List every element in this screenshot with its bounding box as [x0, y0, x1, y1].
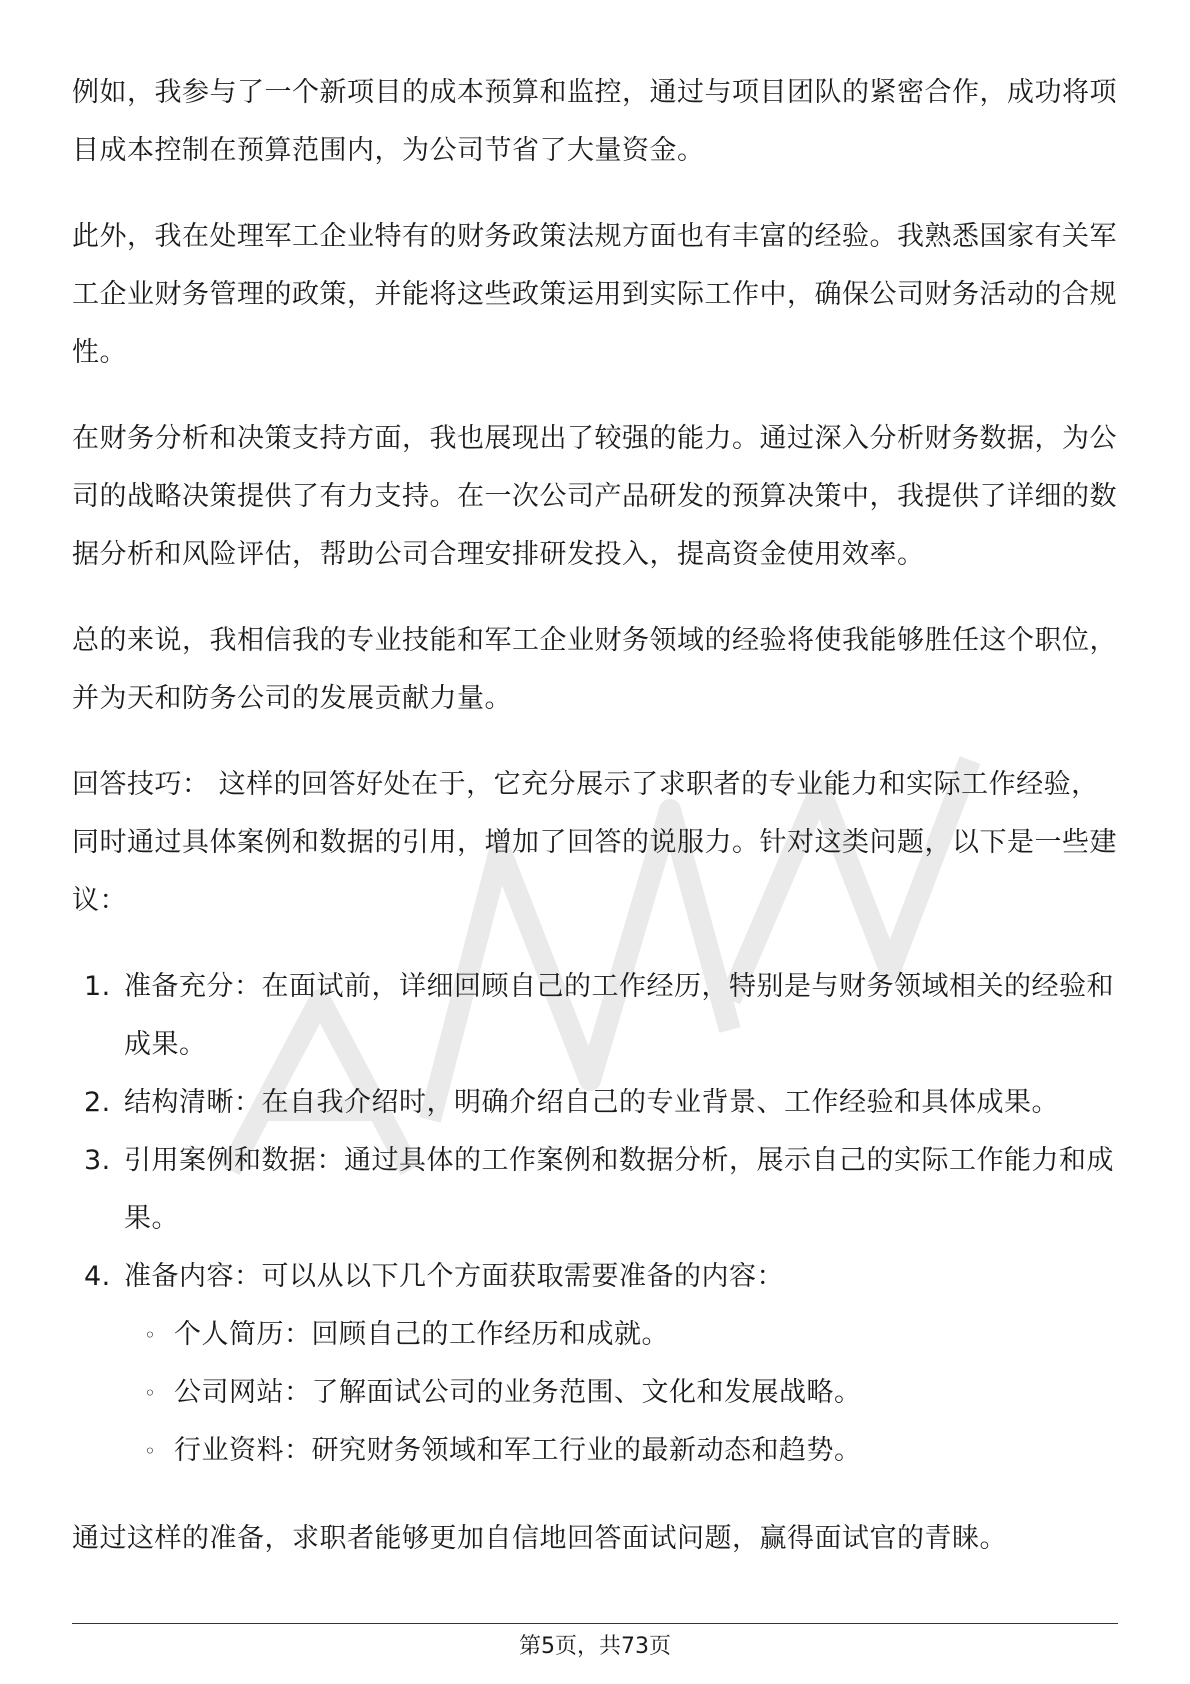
list-item-text: 结构清晰：在自我介绍时，明确介绍自己的专业背景、工作经验和具体成果。 — [124, 1087, 1059, 1118]
hollow-bullet-icon: ◦ — [144, 1323, 157, 1347]
sub-list-item-text: 行业资料：研究财务领域和军工行业的最新动态和趋势。 — [174, 1435, 862, 1466]
list-item — [72, 1074, 1118, 1132]
list-item — [72, 1248, 1118, 1480]
paragraph-closing: 通过这样的准备，求职者能够更加自信地回答面试问题，赢得面试官的青睐。 — [72, 1523, 1007, 1554]
tips-list — [72, 958, 1118, 1480]
paragraph-summary: 总的来说，我相信我的专业技能和军工企业财务领域的经验将使我能够胜任这个职位，并为天和防务公司的发展贡献力量。 — [72, 625, 1117, 714]
list-item — [72, 1132, 1118, 1248]
paragraph-example: 例如，我参与了一个新项目的成本预算和监控，通过与项目团队的紧密合作，成功将项目成本控制在预算范围内，为公司节省了大量资金。 — [72, 77, 1117, 166]
sub-list-item-text: 公司网站：了解面试公司的业务范围、文化和发展战略。 — [174, 1377, 862, 1408]
list-number: 2. — [84, 1087, 111, 1118]
paragraph-analysis: 在财务分析和决策支持方面，我也展现出了较强的能力。通过深入分析财务数据，为公司的战略决策提供了有力支持。在一次公司产品研发的预算决策中，我提供了详细的数据分析和风险评估，帮助公司合理安排研发投入，提高资金使用效率。 — [72, 423, 1117, 570]
sub-list-item — [124, 1364, 1118, 1422]
paragraph-policy: 此外，我在处理军工企业特有的财务政策法规方面也有丰富的经验。我熟悉国家有关军工企业财务管理的政策，并能将这些政策运用到实际工作中，确保公司财务活动的合规性。 — [72, 221, 1117, 368]
footer-divider — [72, 1623, 1118, 1624]
hollow-bullet-icon: ◦ — [144, 1381, 157, 1405]
sub-list-item — [124, 1306, 1118, 1364]
document-body — [72, 64, 1118, 1596]
hollow-bullet-icon: ◦ — [144, 1439, 157, 1463]
list-item-text: 准备内容：可以从以下几个方面获取需要准备的内容： — [124, 1261, 784, 1292]
sub-list — [124, 1306, 1118, 1480]
list-number: 4. — [84, 1261, 111, 1292]
list-item-text: 引用案例和数据：通过具体的工作案例和数据分析，展示自己的实际工作能力和成果。 — [124, 1145, 1114, 1234]
list-item-text: 准备充分：在面试前，详细回顾自己的工作经历，特别是与财务领域相关的经验和成果。 — [124, 971, 1114, 1060]
list-number: 1. — [84, 971, 111, 1002]
page-number: 第5页，共73页 — [519, 1634, 671, 1659]
sub-list-item-text: 个人简历：回顾自己的工作经历和成就。 — [174, 1319, 669, 1350]
list-item — [72, 958, 1118, 1074]
sub-list-item — [124, 1422, 1118, 1480]
paragraph-answer-tips: 回答技巧： 这样的回答好处在于，它充分展示了求职者的专业能力和实际工作经验，同时通过具体案例和数据的引用，增加了回答的说服力。针对这类问题，以下是一些建议： — [72, 769, 1117, 916]
list-number: 3. — [84, 1145, 111, 1176]
